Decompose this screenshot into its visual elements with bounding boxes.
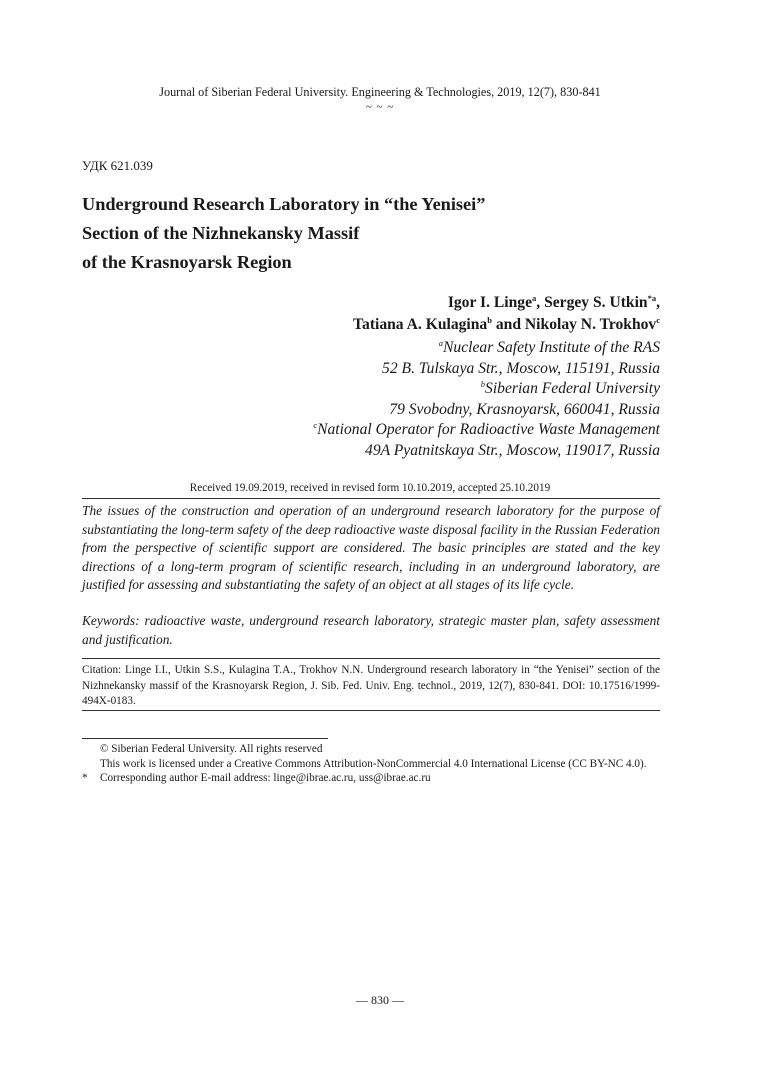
title-line: Section of the Nizhnekansky Massif xyxy=(82,223,360,243)
author-affil-mark: *a xyxy=(647,292,657,303)
footnotes xyxy=(82,742,682,786)
citation-top-rule xyxy=(82,658,660,659)
footnote-corresponding: * Corresponding author E-mail address: linge@ibrae.ac.ru, uss@ibrae.ac.ru xyxy=(82,772,431,785)
author-name: Sergey S. Utkin xyxy=(544,294,648,311)
page-number: ― 830 ― xyxy=(356,993,404,1007)
author-list xyxy=(100,292,660,336)
author-separator: , xyxy=(656,294,660,311)
affiliation-address: 49A Pyatnitskaya Str., Moscow, 119017, Russia xyxy=(365,441,660,459)
affiliation-address: 52 B. Tulskaya Str., Moscow, 115191, Russia xyxy=(382,359,660,377)
author-name: Igor I. Linge xyxy=(447,294,533,311)
author-affil-mark: a xyxy=(532,292,537,303)
affil-mark: b xyxy=(480,378,486,389)
author-line xyxy=(100,314,660,336)
author-name: Nikolay N. Trokhov xyxy=(524,316,657,333)
received-dates: Received 19.09.2019, received in revised form 10.10.2019, accepted 25.10.2019 xyxy=(189,482,551,494)
affil-mark: c xyxy=(313,419,318,430)
udk-code: УДК 621.039 xyxy=(82,158,153,173)
footnote-rule xyxy=(82,738,328,739)
affiliation-name: $^a$Nuclear Safety Institute of the RAS xyxy=(438,337,660,356)
title-line: Underground Research Laboratory in “the Yenisei” xyxy=(82,194,486,214)
footnote-copyright: © Siberian Federal University. All rights reserved xyxy=(100,743,323,755)
author-separator: , xyxy=(536,294,545,311)
citation-text: Citation: Linge I.I., Utkin S.S., Kulagina T.A., Trokhov N.N. Underground research laboratory in “the Yenisei” section of the Nizhnekansky massif of the Krasnoyarsk Region, J. Sib. Fed. Univ. Eng. technol., 2019, 12(7), 830-841. DOI: 10.17516/1999-494X-0183. xyxy=(82,664,660,708)
footnote-mark: * xyxy=(82,772,88,785)
author-name: Tatiana A. Kulagina xyxy=(353,316,488,333)
author-line xyxy=(100,292,660,314)
paper-title xyxy=(82,190,662,277)
keywords-text: Keywords: radioactive waste, underground research laboratory, strategic master plan, safety assessment and justification. xyxy=(82,613,660,647)
affiliation-name: $^c$National Operator for Radioactive Waste Management xyxy=(313,419,660,438)
journal-header: Journal of Siberian Federal University. Engineering & Technologies, 2019, 12(7), 830-841 xyxy=(159,85,601,99)
abstract-top-rule xyxy=(82,498,660,499)
author-affil-mark: b xyxy=(487,314,492,325)
header-ornament: ~ ~ ~ xyxy=(365,101,395,113)
affiliation-address: 79 Svobodny, Krasnoyarsk, 660041, Russia xyxy=(389,400,660,418)
citation-bottom-rule xyxy=(82,710,660,711)
affiliation-list xyxy=(100,338,660,461)
author-conjunction: and xyxy=(491,316,525,333)
affil-mark: a xyxy=(438,337,444,348)
abstract-text: The issues of the construction and operation of an underground research laboratory for the purpose of substantiating the long-term safety of the deep radioactive waste disposal facility in the Russian Federation from the perspective of scientific support are considered. The basic principles are stated and the key directions of a long-term program of scientific research, including in an underground laboratory, are justified for assessing and substantiating the safety of an object at all stages of its life cycle. xyxy=(82,503,660,593)
footnote-license: This work is licensed under a Creative Commons Attribution-NonCommercial 4.0 International License (CC BY-NC 4.0). xyxy=(100,757,647,770)
title-line: of the Krasnoyarsk Region xyxy=(82,252,292,272)
author-affil-mark: c xyxy=(656,314,660,325)
affiliation-name: $^b$Siberian Federal University xyxy=(480,378,660,397)
